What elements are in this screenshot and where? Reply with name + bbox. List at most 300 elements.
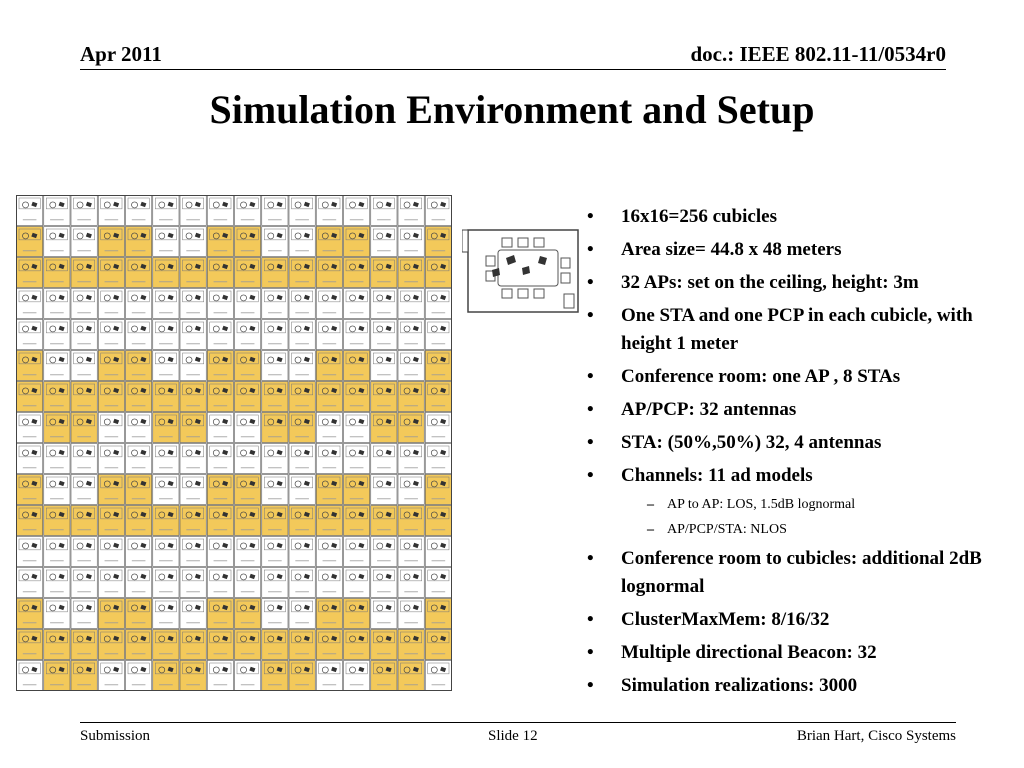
cubicle [425, 351, 451, 381]
cubicle [289, 661, 315, 691]
cubicle [262, 320, 288, 350]
footer-submission: Submission [80, 728, 151, 744]
cubicle [316, 320, 342, 350]
cubicle [180, 568, 206, 598]
cubicle [126, 475, 152, 505]
cubicle [235, 475, 261, 505]
bullet-dot: • [587, 399, 594, 420]
cubicle [207, 661, 233, 691]
cubicle [398, 599, 424, 629]
slide-title: Simulation Environment and Setup [209, 87, 815, 132]
cubicle [44, 444, 70, 474]
cubicle [289, 506, 315, 536]
cubicle [316, 630, 342, 660]
bullet-item [585, 302, 1015, 358]
cubicle [398, 351, 424, 381]
cubicle [153, 630, 179, 660]
cubicle [425, 599, 451, 629]
cubicle [289, 444, 315, 474]
cubicle [98, 630, 124, 660]
cubicle [44, 351, 70, 381]
bullet-dot: • [587, 272, 594, 293]
cubicle [289, 475, 315, 505]
cubicle [398, 227, 424, 257]
bullet-text: One STA and one PCP in each cubicle, with height 1 meter [621, 305, 973, 354]
bullet-dot: • [587, 206, 594, 227]
cubicle [262, 661, 288, 691]
cubicle [398, 661, 424, 691]
cubicle [371, 506, 397, 536]
cubicle [126, 351, 152, 381]
footer-divider [80, 722, 956, 723]
cubicle [153, 227, 179, 257]
cubicle [98, 258, 124, 288]
cubicle [98, 320, 124, 350]
cubicle [153, 258, 179, 288]
cubicle [344, 630, 370, 660]
cubicle [344, 227, 370, 257]
footer-author: Brian Hart, Cisco Systems [796, 728, 956, 744]
cubicle [180, 227, 206, 257]
cubicle [17, 289, 43, 319]
cubicle [316, 444, 342, 474]
cubicle [207, 630, 233, 660]
cubicle [44, 289, 70, 319]
conference-room-diagram [462, 228, 582, 316]
cubicle [316, 568, 342, 598]
bullet-item [585, 639, 1015, 667]
cubicle [71, 537, 97, 567]
bullet-list [585, 203, 1015, 705]
cubicle [153, 444, 179, 474]
cubicle [398, 506, 424, 536]
cubicle [71, 413, 97, 443]
cubicle [235, 413, 261, 443]
cubicle [371, 196, 397, 226]
cubicle [207, 382, 233, 412]
cubicle [17, 196, 43, 226]
cubicle [262, 475, 288, 505]
bullet-text: Simulation realizations: 3000 [621, 675, 858, 696]
cubicle [425, 661, 451, 691]
cubicle [425, 568, 451, 598]
cubicle [207, 599, 233, 629]
cubicle [71, 661, 97, 691]
cubicle [17, 661, 43, 691]
bullet-dot: • [587, 239, 594, 260]
cubicle [398, 475, 424, 505]
cubicle [153, 661, 179, 691]
cubicle [262, 599, 288, 629]
cubicle [344, 258, 370, 288]
cubicle [126, 258, 152, 288]
cubicle [207, 568, 233, 598]
cubicle [44, 599, 70, 629]
cubicle [180, 289, 206, 319]
cubicle [180, 661, 206, 691]
cubicle [180, 475, 206, 505]
cubicle [316, 506, 342, 536]
cubicle [289, 320, 315, 350]
dash-marker: – [647, 497, 654, 512]
cubicle [289, 599, 315, 629]
cubicle [153, 568, 179, 598]
cubicle [235, 382, 261, 412]
cubicle [289, 382, 315, 412]
cubicle [207, 351, 233, 381]
cubicle [153, 351, 179, 381]
cubicle [44, 537, 70, 567]
cubicle [98, 351, 124, 381]
cubicle [235, 599, 261, 629]
cubicle [344, 568, 370, 598]
bullet-item [585, 396, 1015, 424]
cubicle [44, 196, 70, 226]
cubicle [425, 444, 451, 474]
cubicle [126, 599, 152, 629]
cubicle [425, 320, 451, 350]
cubicle [44, 258, 70, 288]
cubicle [425, 289, 451, 319]
cubicle [316, 475, 342, 505]
cubicle [344, 382, 370, 412]
cubicle [235, 320, 261, 350]
cubicle [17, 444, 43, 474]
cubicle [289, 537, 315, 567]
cubicle [17, 320, 43, 350]
cubicle [262, 506, 288, 536]
bullet-item [585, 606, 1015, 634]
cubicle [44, 413, 70, 443]
cubicle [344, 320, 370, 350]
bullet-dot: • [587, 366, 594, 387]
cubicle [235, 630, 261, 660]
cubicle [398, 258, 424, 288]
cubicle [207, 537, 233, 567]
cubicle [207, 475, 233, 505]
bullet-text: Conference room: one AP , 8 STAs [621, 366, 901, 387]
header-doc-id: doc.: IEEE 802.11-11/0534r0 [690, 42, 946, 66]
cubicle [398, 568, 424, 598]
cubicle [180, 258, 206, 288]
cubicle [98, 444, 124, 474]
cubicle [17, 475, 43, 505]
cubicle [17, 568, 43, 598]
bullet-dot: • [587, 305, 594, 326]
cubicle [153, 320, 179, 350]
cubicle [153, 506, 179, 536]
cubicle [126, 196, 152, 226]
cubicle [235, 537, 261, 567]
cubicle [344, 599, 370, 629]
cubicle [17, 599, 43, 629]
cubicle [71, 444, 97, 474]
cubicle [71, 568, 97, 598]
bullet-dot: • [587, 675, 594, 696]
cubicle [126, 568, 152, 598]
cubicle [371, 258, 397, 288]
cubicle [398, 196, 424, 226]
cubicle [316, 351, 342, 381]
cubicle [371, 661, 397, 691]
cubicle [316, 599, 342, 629]
cubicle [71, 227, 97, 257]
cubicle [98, 537, 124, 567]
cubicle [262, 537, 288, 567]
cubicle [71, 258, 97, 288]
cubicle [180, 599, 206, 629]
cubicle [262, 444, 288, 474]
cubicle [44, 661, 70, 691]
cubicle [71, 599, 97, 629]
cubicle [235, 444, 261, 474]
cubicle [262, 227, 288, 257]
cubicle [98, 506, 124, 536]
cubicle [207, 413, 233, 443]
bullet-text: STA: (50%,50%) 32, 4 antennas [621, 432, 882, 453]
cubicle [153, 537, 179, 567]
cubicle [180, 537, 206, 567]
cubicle [344, 661, 370, 691]
cubicle [316, 289, 342, 319]
cubicle [371, 351, 397, 381]
cubicle [262, 289, 288, 319]
cubicle [207, 506, 233, 536]
dash-marker: – [647, 522, 654, 537]
cubicle [371, 568, 397, 598]
cubicle [344, 475, 370, 505]
cubicle [289, 351, 315, 381]
cubicle [316, 258, 342, 288]
cubicle [126, 537, 152, 567]
cubicle [289, 413, 315, 443]
cubicle [262, 258, 288, 288]
bullet-item [585, 363, 1015, 391]
cubicle [371, 320, 397, 350]
bullet-item [585, 672, 1015, 700]
cubicle [180, 196, 206, 226]
cubicle [44, 382, 70, 412]
bullet-text: Conference room to cubicles: additional 2dB lognormal [621, 548, 982, 597]
cubicle [289, 258, 315, 288]
cubicle [98, 382, 124, 412]
bullet-text: 16x16=256 cubicles [621, 206, 777, 227]
cubicle [180, 320, 206, 350]
bullet-item [585, 236, 1015, 264]
bullet-text: Multiple directional Beacon: 32 [621, 642, 877, 663]
cubicle [207, 196, 233, 226]
bullet-dot: • [587, 465, 594, 486]
cubicle [126, 413, 152, 443]
cubicle [153, 382, 179, 412]
cubicle [425, 227, 451, 257]
cubicle [316, 382, 342, 412]
bullet-dot: • [587, 642, 594, 663]
cubicle [207, 258, 233, 288]
cubicle [398, 320, 424, 350]
cubicle [235, 351, 261, 381]
bullet-text: AP/PCP/STA: NLOS [667, 522, 787, 537]
cubicle [126, 227, 152, 257]
cubicle [371, 289, 397, 319]
cubicle [262, 568, 288, 598]
cubicle [371, 630, 397, 660]
cubicle [180, 413, 206, 443]
cubicle [262, 196, 288, 226]
cubicle [71, 475, 97, 505]
cubicle-floor-plan [16, 195, 452, 691]
header-date: Apr 2011 [80, 42, 162, 66]
cubicle [207, 227, 233, 257]
bullet-item [585, 545, 1015, 601]
bullet-item [585, 429, 1015, 457]
cubicle [17, 506, 43, 536]
cubicle [235, 289, 261, 319]
bullet-text: ClusterMaxMem: 8/16/32 [621, 609, 830, 630]
cubicle [316, 413, 342, 443]
cubicle [126, 320, 152, 350]
cubicle [98, 475, 124, 505]
cubicle [17, 382, 43, 412]
cubicle [126, 661, 152, 691]
cubicle [425, 630, 451, 660]
cubicle [98, 227, 124, 257]
bullet-text: AP/PCP: 32 antennas [621, 399, 797, 420]
cubicle [262, 382, 288, 412]
cubicle [289, 227, 315, 257]
cubicle [71, 382, 97, 412]
cubicle [98, 599, 124, 629]
cubicle [398, 444, 424, 474]
cubicle [344, 444, 370, 474]
cubicle [180, 382, 206, 412]
cubicle [180, 506, 206, 536]
cubicle [425, 537, 451, 567]
cubicle [316, 196, 342, 226]
cubicle [425, 196, 451, 226]
cubicle [17, 413, 43, 443]
cubicle [17, 351, 43, 381]
cubicle [371, 444, 397, 474]
cubicle [126, 382, 152, 412]
cubicle [98, 289, 124, 319]
cubicle [371, 382, 397, 412]
cubicle [289, 289, 315, 319]
cubicle [44, 568, 70, 598]
cubicle [180, 351, 206, 381]
header-divider [80, 69, 946, 70]
sub-bullet-item [585, 520, 1015, 540]
cubicle [316, 227, 342, 257]
cubicle [371, 475, 397, 505]
cubicle [235, 258, 261, 288]
cubicle [71, 630, 97, 660]
cubicle [398, 289, 424, 319]
cubicle [17, 258, 43, 288]
bullet-text: Area size= 44.8 x 48 meters [621, 239, 842, 260]
cubicle [153, 599, 179, 629]
cubicle [44, 320, 70, 350]
cubicle [98, 661, 124, 691]
cubicle [71, 196, 97, 226]
cubicle [207, 289, 233, 319]
cubicle [235, 661, 261, 691]
cubicle [126, 506, 152, 536]
cubicle [153, 413, 179, 443]
bullet-text: 32 APs: set on the ceiling, height: 3m [621, 272, 919, 293]
cubicle [98, 413, 124, 443]
cubicle [207, 320, 233, 350]
cubicle [262, 630, 288, 660]
cubicle [44, 630, 70, 660]
cubicle [126, 630, 152, 660]
cubicle [207, 444, 233, 474]
cubicle [180, 630, 206, 660]
bullet-item [585, 269, 1015, 297]
cubicle [235, 568, 261, 598]
cubicle [316, 537, 342, 567]
cubicle [398, 630, 424, 660]
cubicle [153, 196, 179, 226]
cubicle [126, 444, 152, 474]
bullet-dot: • [587, 609, 594, 630]
cubicle [344, 537, 370, 567]
cubicle [153, 289, 179, 319]
cubicle [344, 506, 370, 536]
footer-slide-number: Slide 12 [488, 728, 538, 744]
cubicle [425, 413, 451, 443]
cubicle [235, 506, 261, 536]
cubicle [44, 506, 70, 536]
cubicle [398, 537, 424, 567]
cubicle [371, 413, 397, 443]
cubicle [371, 537, 397, 567]
cubicle [71, 320, 97, 350]
cubicle [98, 568, 124, 598]
cubicle [344, 351, 370, 381]
cubicle [44, 475, 70, 505]
cubicle [71, 506, 97, 536]
cubicle [344, 289, 370, 319]
bullet-text: AP to AP: LOS, 1.5dB lognormal [667, 497, 856, 512]
cubicle [17, 537, 43, 567]
cubicle [17, 227, 43, 257]
bullet-dot: • [587, 432, 594, 453]
bullet-item [585, 462, 1015, 490]
cubicle [425, 258, 451, 288]
cubicle [371, 599, 397, 629]
bullet-text: Channels: 11 ad models [621, 465, 813, 486]
cubicle [235, 196, 261, 226]
sub-bullet-item [585, 495, 1015, 515]
cubicle [17, 630, 43, 660]
cubicle [71, 289, 97, 319]
cubicle [180, 444, 206, 474]
cubicle [371, 227, 397, 257]
cubicle [344, 196, 370, 226]
bullet-item [585, 203, 1015, 231]
cubicle [344, 413, 370, 443]
cubicle [425, 475, 451, 505]
cubicle [44, 227, 70, 257]
cubicle [425, 506, 451, 536]
bullet-dot: • [587, 548, 594, 569]
cubicle [289, 568, 315, 598]
cubicle [262, 351, 288, 381]
cubicle [98, 196, 124, 226]
cubicle [398, 413, 424, 443]
cubicle [289, 630, 315, 660]
